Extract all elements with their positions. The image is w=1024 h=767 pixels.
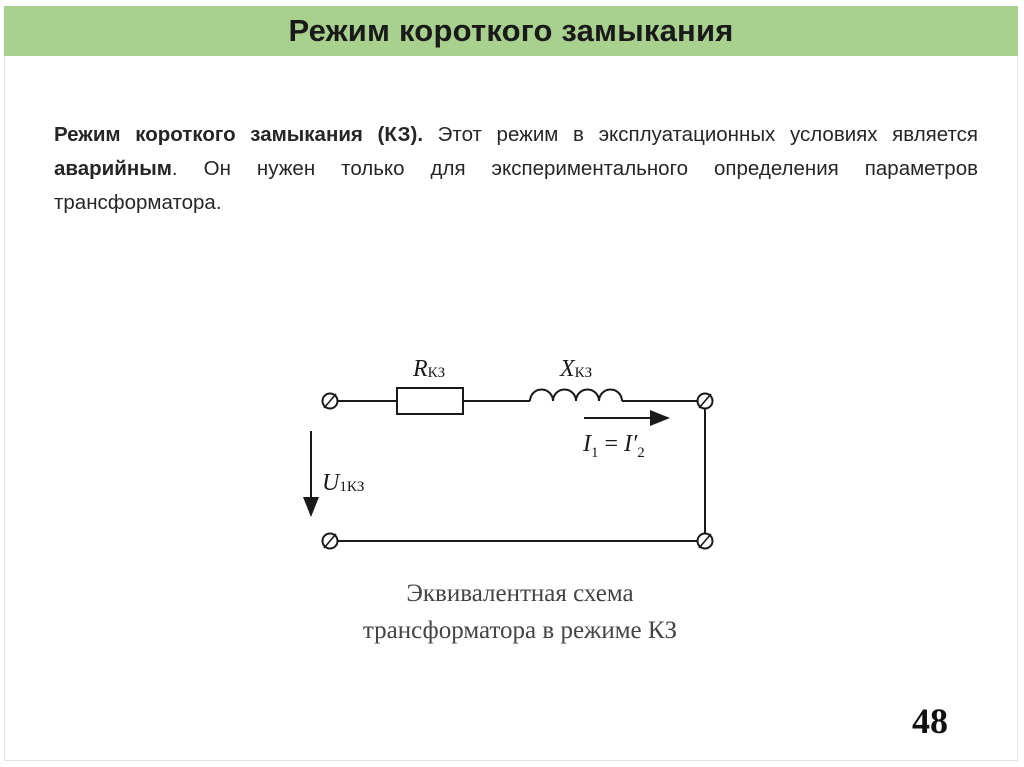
- caption-line-2: трансформатора в режиме КЗ: [362, 617, 678, 644]
- voltage-label: U1КЗ: [322, 470, 365, 496]
- current-label: $I_1 = I'_2$: [583, 431, 645, 461]
- slide-title: Режим короткого замыкания: [288, 13, 734, 48]
- terminal-bottom-right: [698, 534, 713, 549]
- terminal-top-right: [698, 394, 713, 409]
- reactance-label: XКЗ: [560, 356, 593, 382]
- resistor: [397, 388, 463, 414]
- diagram-caption: [300, 575, 740, 649]
- body-text-1: Этот режим в эксплуатационных условиях является: [423, 123, 978, 146]
- body-text-2: . Он нужен только для экспериментального определения параметров трансформатора.: [54, 157, 978, 214]
- caption-line-1: Эквивалентная схема: [406, 580, 634, 607]
- terminal-bottom-left: [323, 534, 338, 549]
- terminal-top-left: [323, 394, 338, 409]
- lead-bold-text: Режим короткого замыкания (КЗ).: [54, 123, 424, 146]
- resistor-label: RКЗ: [413, 356, 446, 382]
- emphasis-bold-text: аварийным: [54, 157, 172, 180]
- inductor: [530, 390, 622, 402]
- page-number: 48: [912, 701, 948, 741]
